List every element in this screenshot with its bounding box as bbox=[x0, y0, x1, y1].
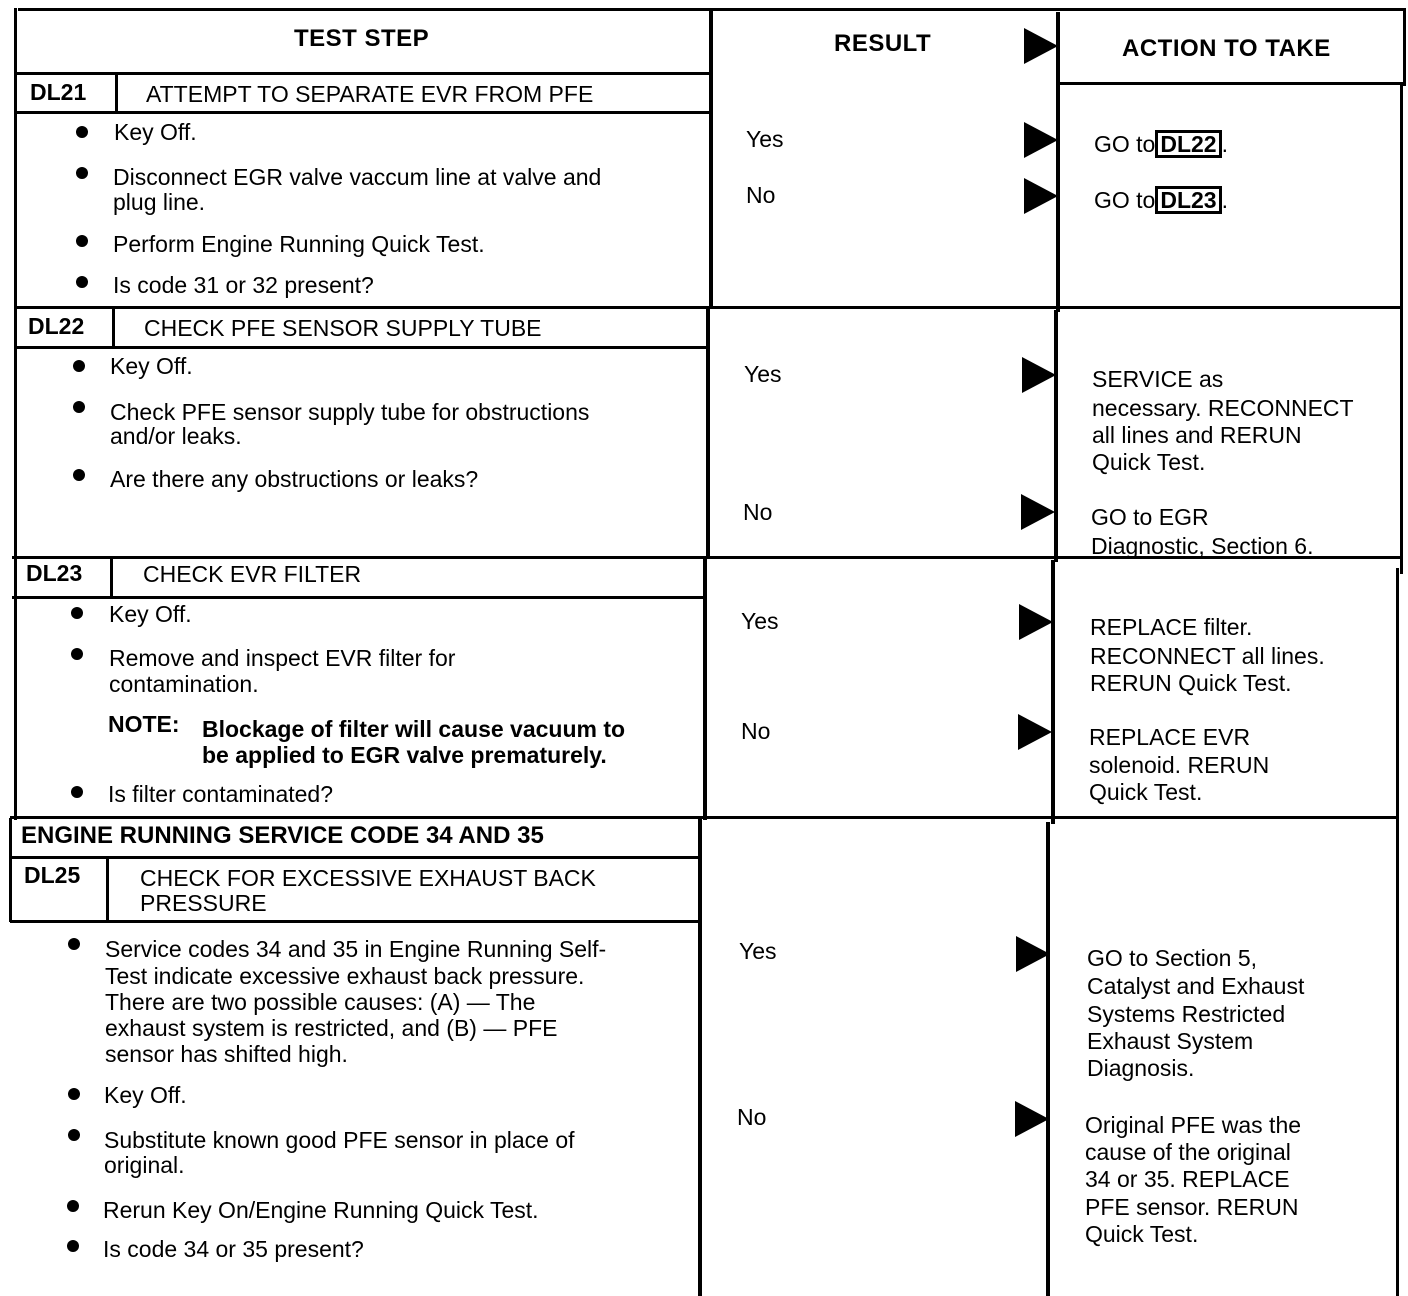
bullet-icon bbox=[71, 648, 83, 660]
dl25-bullet-5: Is code 34 or 35 present? bbox=[103, 1236, 364, 1262]
dl25-result-no: No bbox=[737, 1104, 767, 1130]
dl21-bullet-1: Key Off. bbox=[114, 119, 197, 145]
dl25-action-yes-5: Diagnosis. bbox=[1087, 1055, 1195, 1081]
dl25-action-no-1: Original PFE was the bbox=[1085, 1112, 1302, 1138]
dl25-code-divider bbox=[106, 857, 109, 921]
header-test-step: TEST STEP bbox=[294, 25, 430, 52]
column-divider-step-2 bbox=[706, 306, 710, 558]
table-border-right-3 bbox=[1396, 568, 1399, 1296]
dl23-note-label: NOTE: bbox=[108, 711, 180, 737]
dl21-code: DL21 bbox=[30, 79, 87, 105]
dl22-action-no-1: GO to EGR bbox=[1091, 504, 1209, 530]
bullet-icon bbox=[68, 1129, 80, 1141]
table-border-right-2 bbox=[1400, 84, 1403, 574]
dl21-action-no: GO to DL23 . bbox=[1094, 187, 1228, 213]
arrow-right-icon bbox=[1024, 178, 1058, 214]
dl23-action-no-3: Quick Test. bbox=[1089, 779, 1203, 805]
arrow-right-icon bbox=[1015, 1101, 1049, 1137]
dl25-result-yes: Yes bbox=[739, 938, 777, 964]
dl22-bullet-2-cont: and/or leaks. bbox=[110, 423, 242, 449]
dl23-action-yes-1: REPLACE filter. bbox=[1090, 614, 1253, 640]
dl25-action-no-5: Quick Test. bbox=[1085, 1221, 1199, 1247]
dl21-action-yes: GO to DL22 . bbox=[1094, 131, 1228, 157]
arrow-right-icon bbox=[1021, 494, 1055, 530]
header-action: ACTION TO TAKE bbox=[1122, 35, 1331, 62]
dl25-bullet-3-cont: original. bbox=[104, 1152, 185, 1178]
dl23-action-no-1: REPLACE EVR bbox=[1089, 724, 1251, 750]
bullet-icon bbox=[73, 401, 85, 413]
column-divider-step-4 bbox=[698, 818, 702, 1296]
dl23-title-rule bbox=[12, 596, 705, 599]
dl25-bullet-1-line-3: There are two possible causes: (A) — The bbox=[105, 989, 536, 1015]
dl21-bullet-4: Is code 31 or 32 present? bbox=[113, 272, 374, 298]
dl23-code: DL23 bbox=[26, 560, 83, 586]
bullet-icon bbox=[76, 167, 88, 179]
dl23-title: CHECK EVR FILTER bbox=[143, 561, 362, 587]
bullet-icon bbox=[71, 607, 83, 619]
arrow-right-icon bbox=[1018, 714, 1052, 750]
bullet-icon bbox=[76, 276, 88, 288]
dl25-action-no-2: cause of the original bbox=[1085, 1139, 1291, 1165]
column-divider-result-3 bbox=[1051, 560, 1055, 824]
dl22-bullet-3: Are there any obstructions or leaks? bbox=[110, 466, 479, 492]
dl25-bullet-2: Key Off. bbox=[104, 1082, 187, 1108]
bullet-icon bbox=[67, 1200, 79, 1212]
dl21-title: ATTEMPT TO SEPARATE EVR FROM PFE bbox=[146, 81, 594, 107]
header-arrow-icon bbox=[1024, 28, 1058, 64]
dl23-code-divider bbox=[110, 558, 113, 598]
column-divider-result-4 bbox=[1046, 822, 1050, 1296]
dl21-bullet-2-cont: plug line. bbox=[113, 189, 206, 215]
dl23-reference: DL23 bbox=[1155, 186, 1221, 214]
dl25-code: DL25 bbox=[24, 862, 81, 888]
dl25-title-1: CHECK FOR EXCESSIVE EXHAUST BACK bbox=[140, 865, 596, 891]
table-border-left-lower bbox=[9, 818, 12, 922]
dl25-title-2: PRESSURE bbox=[140, 890, 267, 916]
dl22-title-rule bbox=[14, 346, 708, 349]
dl23-bullet-1: Key Off. bbox=[109, 601, 192, 627]
bullet-icon bbox=[76, 126, 88, 138]
dl23-action-yes-2: RECONNECT all lines. bbox=[1090, 643, 1325, 669]
bullet-icon bbox=[73, 360, 85, 372]
dl21-bullet-2: Disconnect EGR valve vaccum line at valve and bbox=[113, 164, 602, 190]
dl22-action-yes-1: SERVICE as bbox=[1092, 366, 1224, 392]
dl25-bullet-1-line-1: Service codes 34 and 35 in Engine Running Self- bbox=[105, 936, 607, 962]
dl25-action-yes-3: Systems Restricted bbox=[1087, 1001, 1286, 1027]
bullet-icon bbox=[68, 1088, 80, 1100]
dl22-action-yes-3: all lines and RERUN bbox=[1092, 422, 1302, 448]
dl25-bullet-4: Rerun Key On/Engine Running Quick Test. bbox=[103, 1197, 539, 1223]
header-result: RESULT bbox=[834, 30, 932, 57]
dl21-result-no: No bbox=[746, 182, 776, 208]
bullet-icon bbox=[68, 938, 80, 950]
dl22-bullet-1: Key Off. bbox=[110, 353, 193, 379]
bullet-icon bbox=[71, 786, 83, 798]
dl25-action-no-3: 34 or 35. REPLACE bbox=[1085, 1166, 1290, 1192]
header-rule bbox=[14, 72, 712, 75]
bullet-icon bbox=[73, 469, 85, 481]
dl25-bullet-1-line-2: Test indicate excessive exhaust back pressure. bbox=[105, 963, 585, 989]
dl21-code-divider bbox=[115, 73, 118, 113]
table-border-left bbox=[14, 8, 17, 820]
dl21-bullet-3: Perform Engine Running Quick Test. bbox=[113, 231, 485, 257]
dl25-action-yes-4: Exhaust System bbox=[1087, 1028, 1254, 1054]
dl23-result-yes: Yes bbox=[741, 608, 779, 634]
dl22-action-no-2: Diagnostic, Section 6. bbox=[1091, 533, 1314, 559]
header-rule-action bbox=[1058, 82, 1404, 85]
dl25-bullet-1-line-5: sensor has shifted high. bbox=[105, 1041, 348, 1067]
dl23-bullet-3: Is filter contaminated? bbox=[108, 781, 334, 807]
arrow-right-icon bbox=[1022, 357, 1056, 393]
dl22-title: CHECK PFE SENSOR SUPPLY TUBE bbox=[144, 315, 542, 341]
section-title-rule bbox=[10, 856, 702, 859]
arrow-right-icon bbox=[1016, 936, 1050, 972]
arrow-right-icon bbox=[1024, 122, 1058, 158]
dl23-bottom-rule bbox=[10, 816, 1398, 819]
dl22-bullet-2: Check PFE sensor supply tube for obstructions bbox=[110, 399, 590, 425]
dl22-result-yes: Yes bbox=[744, 361, 782, 387]
dl23-note-line-2: be applied to EGR valve prematurely. bbox=[202, 742, 607, 768]
dl23-result-no: No bbox=[741, 718, 771, 744]
dl21-result-yes: Yes bbox=[746, 126, 784, 152]
dl22-action-yes-2: necessary. RECONNECT bbox=[1092, 395, 1354, 421]
dl22-code: DL22 bbox=[28, 313, 85, 339]
dl22-reference: DL22 bbox=[1155, 130, 1221, 158]
dl25-title-rule bbox=[10, 920, 702, 923]
dl25-bullet-1-line-4: exhaust system is restricted, and (B) — PFE bbox=[105, 1015, 558, 1041]
bullet-icon bbox=[67, 1240, 79, 1252]
dl22-action-yes-4: Quick Test. bbox=[1092, 449, 1206, 475]
dl23-bullet-2: Remove and inspect EVR filter for bbox=[109, 645, 456, 671]
dl25-bullet-3: Substitute known good PFE sensor in place of bbox=[104, 1127, 575, 1153]
dl23-action-no-2: solenoid. RERUN bbox=[1089, 752, 1270, 778]
dl25-action-yes-2: Catalyst and Exhaust bbox=[1087, 973, 1305, 999]
table-border-right bbox=[1403, 10, 1406, 86]
dl23-bullet-2-cont: contamination. bbox=[109, 671, 259, 697]
dl25-action-yes-1: GO to Section 5, bbox=[1087, 945, 1258, 971]
arrow-right-icon bbox=[1019, 604, 1053, 640]
dl21-title-rule bbox=[14, 111, 711, 114]
dl22-code-divider bbox=[112, 308, 115, 348]
dl23-action-yes-3: RERUN Quick Test. bbox=[1090, 670, 1292, 696]
dl22-result-no: No bbox=[743, 499, 773, 525]
section-title: ENGINE RUNNING SERVICE CODE 34 AND 35 bbox=[21, 822, 544, 849]
dl23-note-line-1: Blockage of filter will cause vacuum to bbox=[202, 716, 626, 742]
dl25-action-no-4: PFE sensor. RERUN bbox=[1085, 1194, 1299, 1220]
column-divider-step bbox=[709, 8, 713, 308]
bullet-icon bbox=[76, 235, 88, 247]
dl21-bottom-rule bbox=[14, 306, 1402, 309]
